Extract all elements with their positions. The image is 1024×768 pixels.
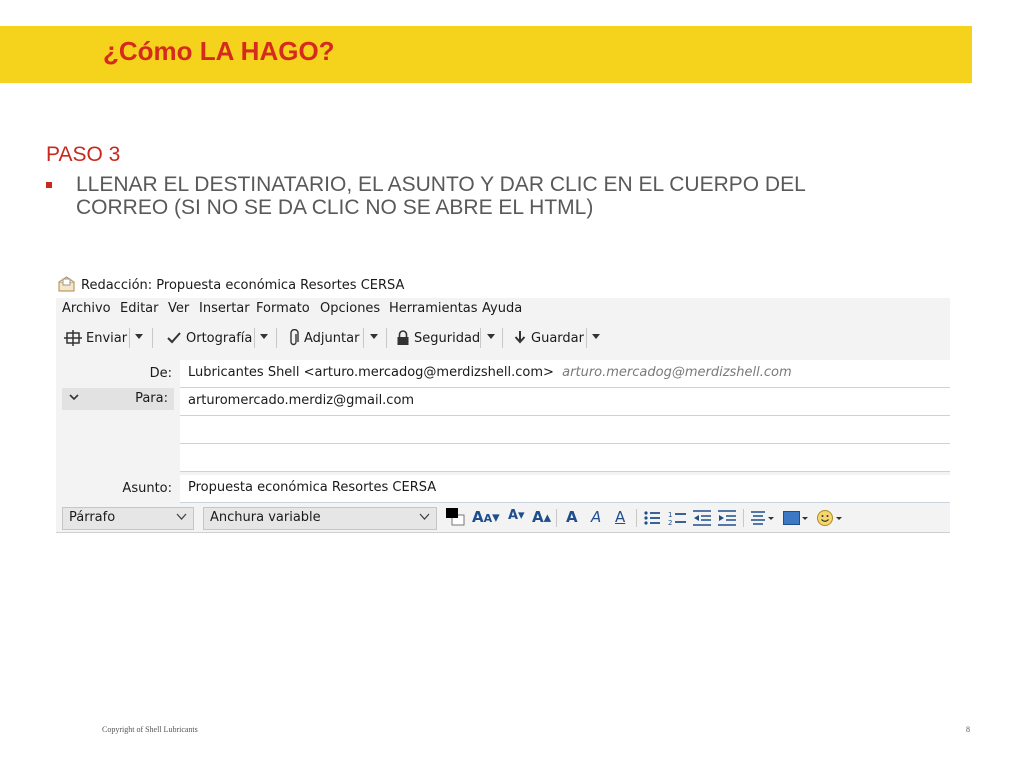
bullet-text: LLENAR EL DESTINATARIO, EL ASUNTO Y DAR CLIC EN EL CUERPO DEL CORREO (SI NO SE DA CLIC NO SE ABRE EL HTML): [76, 173, 805, 219]
window-title: Redacción: Propuesta económica Resortes CERSA: [81, 278, 405, 293]
italic-icon[interactable]: A: [591, 508, 602, 526]
svg-text:2: 2: [668, 519, 673, 526]
toolbar-separator: [152, 328, 153, 348]
attach-label: Adjuntar: [304, 330, 360, 346]
send-label: Enviar: [86, 330, 128, 346]
security-dropdown-icon[interactable]: [487, 334, 495, 339]
bullet-marker: [46, 182, 52, 188]
toolbar-separator: [556, 509, 557, 527]
toolbar-separator: [743, 509, 744, 527]
save-label: Guardar: [531, 330, 584, 346]
smiley-icon[interactable]: [817, 509, 843, 527]
compose-icon: [58, 276, 76, 292]
spelling-label: Ortografía: [186, 330, 253, 346]
to-label: Para:: [135, 391, 168, 406]
insert-image-icon[interactable]: [783, 510, 809, 526]
spelling-dropdown-icon[interactable]: [260, 334, 268, 339]
bullet-list-icon[interactable]: [644, 510, 660, 526]
paragraph-style-value: Párrafo: [69, 510, 116, 525]
menu-bar: [56, 298, 950, 322]
recipient-field-empty[interactable]: [180, 416, 950, 444]
toolbar-separator: [502, 328, 503, 348]
recipient-type-select[interactable]: [62, 388, 174, 410]
numbered-list-icon[interactable]: [668, 510, 686, 526]
underline-icon[interactable]: A: [615, 508, 626, 526]
slide-title: ¿Cómo LA HAGO?: [103, 36, 335, 66]
paragraph-style-select[interactable]: [62, 507, 194, 530]
recipient-field-empty[interactable]: [180, 444, 950, 472]
toolbar-separator: [363, 328, 364, 348]
menu-opciones[interactable]: Opciones: [320, 301, 381, 316]
to-field[interactable]: [180, 388, 950, 416]
main-toolbar: [56, 322, 950, 355]
chevron-down-icon: [68, 392, 80, 402]
font-value: Anchura variable: [210, 510, 321, 525]
text-color-icon[interactable]: [445, 507, 467, 529]
subject-label: Asunto:: [122, 481, 172, 496]
increase-font-icon[interactable]: A▴: [532, 508, 552, 526]
send-button[interactable]: [64, 328, 127, 348]
send-icon: [64, 330, 82, 346]
svg-text:1: 1: [668, 511, 673, 519]
toolbar-separator: [386, 328, 387, 348]
page-number: 8: [966, 725, 970, 734]
format-toolbar: [56, 504, 950, 533]
title-banner: [0, 26, 972, 83]
footer-copyright: Copyright of Shell Lubricants: [102, 725, 198, 734]
compose-window: [56, 274, 950, 532]
font-select[interactable]: [203, 507, 437, 530]
menu-herramientas[interactable]: Herramientas: [389, 301, 478, 316]
font-size-icon[interactable]: AA▾: [472, 508, 500, 526]
menu-formato[interactable]: Formato: [256, 301, 310, 316]
chevron-down-icon: [419, 512, 430, 521]
security-label: Seguridad: [414, 330, 481, 346]
menu-ver[interactable]: Ver: [168, 301, 190, 316]
send-dropdown-icon[interactable]: [135, 334, 143, 339]
window-titlebar: [56, 274, 950, 298]
toolbar-separator: [636, 509, 637, 527]
align-icon[interactable]: [751, 510, 775, 526]
attach-dropdown-icon[interactable]: [370, 334, 378, 339]
indent-icon[interactable]: [718, 510, 736, 526]
menu-editar[interactable]: Editar: [120, 301, 159, 316]
attach-button[interactable]: [288, 328, 359, 348]
subject-field[interactable]: [180, 475, 950, 503]
security-button[interactable]: [396, 328, 480, 348]
from-identity: arturo.mercadog@merdizshell.com: [562, 365, 792, 380]
save-dropdown-icon[interactable]: [592, 334, 600, 339]
from-label: De:: [149, 366, 172, 381]
from-field[interactable]: [180, 360, 950, 388]
menu-ayuda[interactable]: Ayuda: [482, 301, 523, 316]
toolbar-separator: [276, 328, 277, 348]
from-value: Lubricantes Shell <arturo.mercadog@merdizshell.com> arturo.mercadog@merdizshell.com: [188, 365, 792, 380]
checkmark-icon: [166, 330, 182, 346]
to-value: arturomercado.merdiz@gmail.com: [188, 393, 415, 408]
lock-icon: [396, 330, 410, 346]
toolbar-separator: [129, 328, 130, 348]
spelling-button[interactable]: [166, 328, 252, 348]
step-heading: PASO 3: [46, 143, 121, 166]
download-arrow-icon: [513, 330, 527, 346]
toolbar-separator: [254, 328, 255, 348]
toolbar-separator: [480, 328, 481, 348]
decrease-font-icon[interactable]: A▾: [508, 508, 525, 523]
message-headers: [56, 354, 950, 504]
save-button[interactable]: [513, 328, 584, 348]
menu-archivo[interactable]: Archivo: [62, 301, 111, 316]
subject-value: Propuesta económica Resortes CERSA: [188, 480, 437, 495]
menu-insertar[interactable]: Insertar: [199, 301, 250, 316]
chevron-down-icon: [176, 512, 187, 521]
outdent-icon[interactable]: [693, 510, 711, 526]
toolbar-separator: [586, 328, 587, 348]
paperclip-icon: [288, 329, 300, 347]
bold-icon[interactable]: A: [566, 508, 578, 526]
